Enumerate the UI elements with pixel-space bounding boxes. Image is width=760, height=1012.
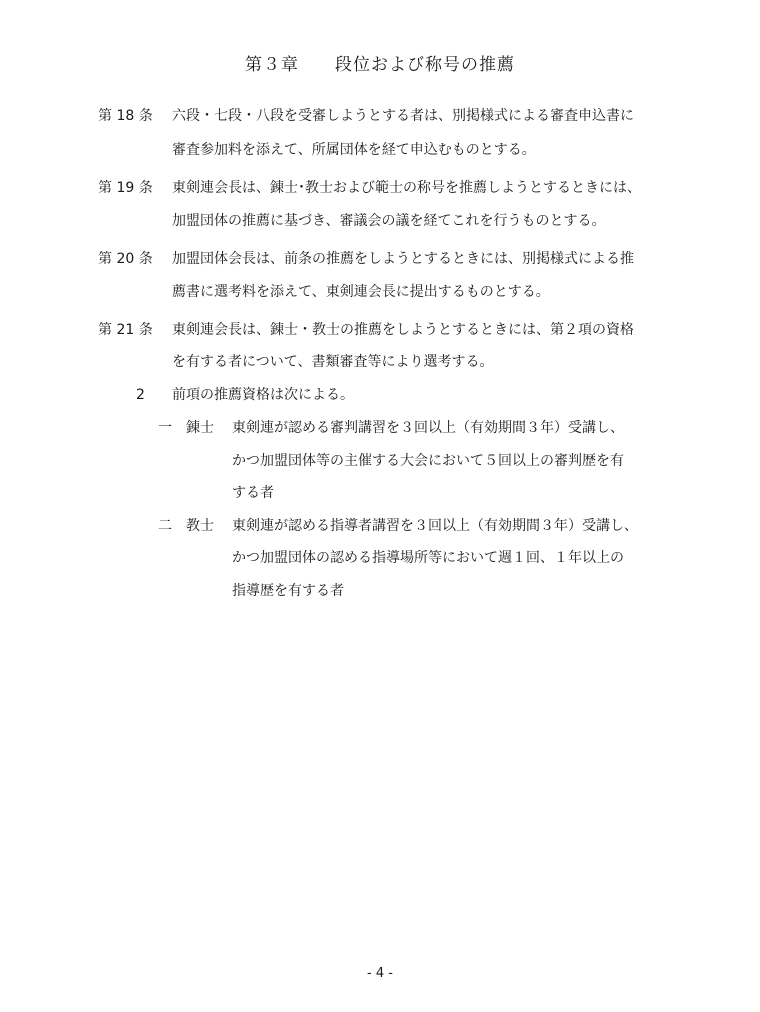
item-1-numeral: 一 (158, 420, 172, 436)
item-2-line-2: かつ加盟団体の認める指導場所等において週１回、１年以上の (232, 550, 624, 566)
article-18-line-2: 審査参加料を添えて、所属団体を経て申込むものとする。 (172, 142, 536, 158)
article-18-line-1: 六段・七段・八段を受審しようとする者は、別掲様式による審査申込書に (172, 108, 634, 124)
item-2-line-1: 東剣連が認める指導者講習を３回以上（有効期間３年）受講し、 (232, 518, 638, 534)
paragraph-2-number: 2 (136, 387, 145, 403)
article-18-label: 第 18 条 (98, 108, 153, 124)
article-19-line-2: 加盟団体の推薦に基づき、審議会の議を経てこれを行うものとする。 (172, 213, 606, 229)
item-2-numeral: 二 (158, 518, 172, 534)
article-21-line-1: 東剣連会長は、錬士・教士の推薦をしようとするときには、第２項の資格 (172, 322, 634, 338)
item-2-line-3: 指導歴を有する者 (232, 583, 344, 599)
article-19-label: 第 19 条 (98, 180, 153, 196)
item-1-line-3: する者 (232, 485, 274, 501)
article-20-line-2: 薦書に選考料を添えて、東剣連会長に提出するものとする。 (172, 284, 550, 300)
article-19-line-1: 東剣連会長は、錬士･教士および範士の称号を推薦しようとするときには、 (172, 180, 641, 196)
article-21-line-2: を有する者について、書類審査等により選考する。 (172, 354, 494, 370)
item-1-line-1: 東剣連が認める審判講習を３回以上（有効期間３年）受講し、 (232, 420, 624, 436)
paragraph-2-text: 前項の推薦資格は次による。 (172, 387, 354, 403)
article-20-label: 第 20 条 (98, 251, 153, 267)
item-2-title: 教士 (186, 518, 214, 534)
article-21-label: 第 21 条 (98, 322, 153, 338)
article-20-line-1: 加盟団体会長は、前条の推薦をしようとするときには、別掲様式による推 (172, 251, 634, 267)
item-1-line-2: かつ加盟団体等の主催する大会において５回以上の審判歴を有 (232, 453, 624, 469)
chapter-title: 第３章 段位および称号の推薦 (245, 55, 515, 75)
item-1-title: 錬士 (186, 420, 214, 436)
page-number: - 4 - (367, 966, 393, 981)
